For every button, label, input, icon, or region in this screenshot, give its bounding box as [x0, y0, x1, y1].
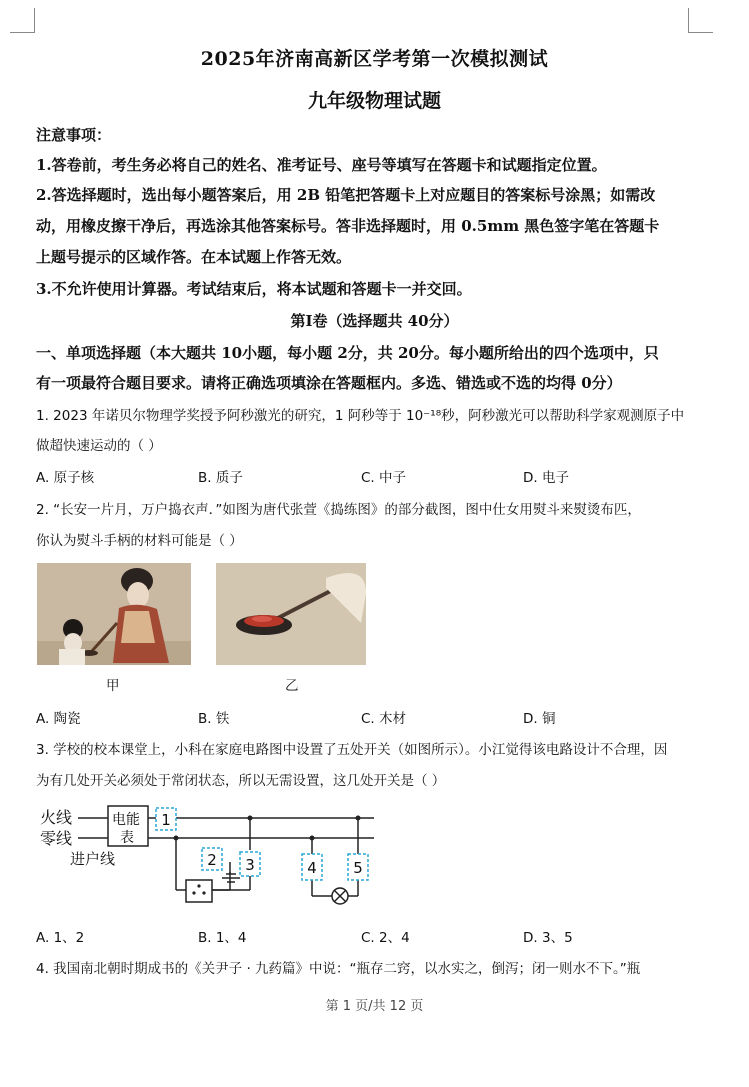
section-title: 第Ⅰ卷（选择题共 40分）: [290, 312, 459, 330]
q1-option-b: B. 质子: [198, 470, 243, 486]
page-footer: 第 1 页/共 12 页: [325, 999, 424, 1014]
question-4-text: 4. 我国南北朝时期成书的《关尹子 · 九药篇》中说：“瓶存二窍，以水实之，倒泻；闭一则水不下。”瓶: [36, 961, 641, 977]
page-corner-mark-right: [688, 8, 713, 33]
page-corner-mark-left: [10, 8, 35, 33]
meter-label-line2: 表: [120, 830, 134, 846]
service-line-label: 进户线: [70, 850, 116, 868]
q3-option-c: C. 2、4: [361, 930, 410, 946]
figure-caption-yi: 乙: [285, 678, 299, 694]
meter-label-line1: 电能: [112, 812, 140, 828]
painting-figure-yi: [216, 563, 366, 665]
painting-figure-jia: [37, 563, 191, 665]
q1-option-d: D. 电子: [523, 470, 569, 486]
q1-option-a: A. 原子核: [36, 470, 95, 486]
notice-line: 2.答选择题时，选出每小题答案后，用 2B 铅笔把答题卡上对应题目的答案标号涂黑；如需改: [36, 186, 656, 204]
live-wire-label: 火线: [40, 808, 73, 827]
notice-line: 1.答卷前，考生务必将自己的姓名、准考证号、座号等填写在答题卡和试题指定位置。: [36, 156, 607, 174]
q3-option-a: A. 1、2: [36, 930, 85, 946]
notice-line: 动，用橡皮擦干净后，再选涂其他答案标号。答非选择题时，用 0.5mm 黑色签字笔在答题卡: [36, 217, 660, 235]
section-instruction: 有一项最符合题目要求。请将正确选项填涂在答题框内。多选、错选或不选的均得 0分）: [36, 374, 622, 392]
switch-4-label: 4: [307, 859, 317, 877]
question-3-text: 为有几处开关必须处于常闭状态，所以无需设置，这几处开关是（ ）: [36, 773, 446, 789]
page-subtitle: 九年级物理试题: [307, 90, 441, 112]
switch-1-label: 1: [161, 811, 171, 829]
q3-option-d: D. 3、5: [523, 930, 573, 946]
q3-option-b: B. 1、4: [198, 930, 247, 946]
page-title: 2025年济南高新区学考第一次模拟测试: [200, 48, 549, 70]
question-2-text: 你认为熨斗手柄的材料可能是（ ）: [36, 533, 243, 549]
switch-2-label: 2: [207, 851, 217, 869]
question-1-text: 做超快速运动的（ ）: [36, 438, 162, 454]
q2-option-b: B. 铁: [198, 711, 230, 727]
notice-line: 上题号提示的区域作答。在本试题上作答无效。: [36, 248, 352, 266]
notice-line: 3.不允许使用计算器。考试结束后，将本试题和答题卡一并交回。: [36, 280, 472, 298]
question-3-text: 3. 学校的校本课堂上，小科在家庭电路图中设置了五处开关（如图所示）。小江觉得该电路设计不合理，因: [36, 742, 668, 758]
switch-5-label: 5: [353, 859, 363, 877]
circuit-diagram: [36, 800, 381, 912]
q2-option-c: C. 木材: [361, 711, 407, 727]
q2-option-a: A. 陶瓷: [36, 711, 81, 727]
q1-option-c: C. 中子: [361, 470, 407, 486]
section-instruction: 一、单项选择题（本大题共 10小题，每小题 2分，共 20分。每小题所给出的四个选项中，只: [36, 344, 659, 362]
q2-option-d: D. 铜: [523, 711, 556, 727]
switch-3-label: 3: [245, 856, 255, 874]
figure-caption-jia: 甲: [106, 678, 120, 694]
notice-heading: 注意事项：: [36, 126, 112, 144]
neutral-wire-label: 零线: [40, 829, 73, 848]
question-2-text: 2. “长安一片月，万户捣衣声．”如图为唐代张萱《捣练图》的部分截图，图中仕女用熨斗来熨烫布匹，: [36, 502, 641, 518]
question-1-text: 1. 2023 年诺贝尔物理学奖授予阿秒激光的研究，1 阿秒等于 10⁻¹⁸秒，阿秒激光可以帮助科学家观测原子中: [36, 408, 685, 424]
